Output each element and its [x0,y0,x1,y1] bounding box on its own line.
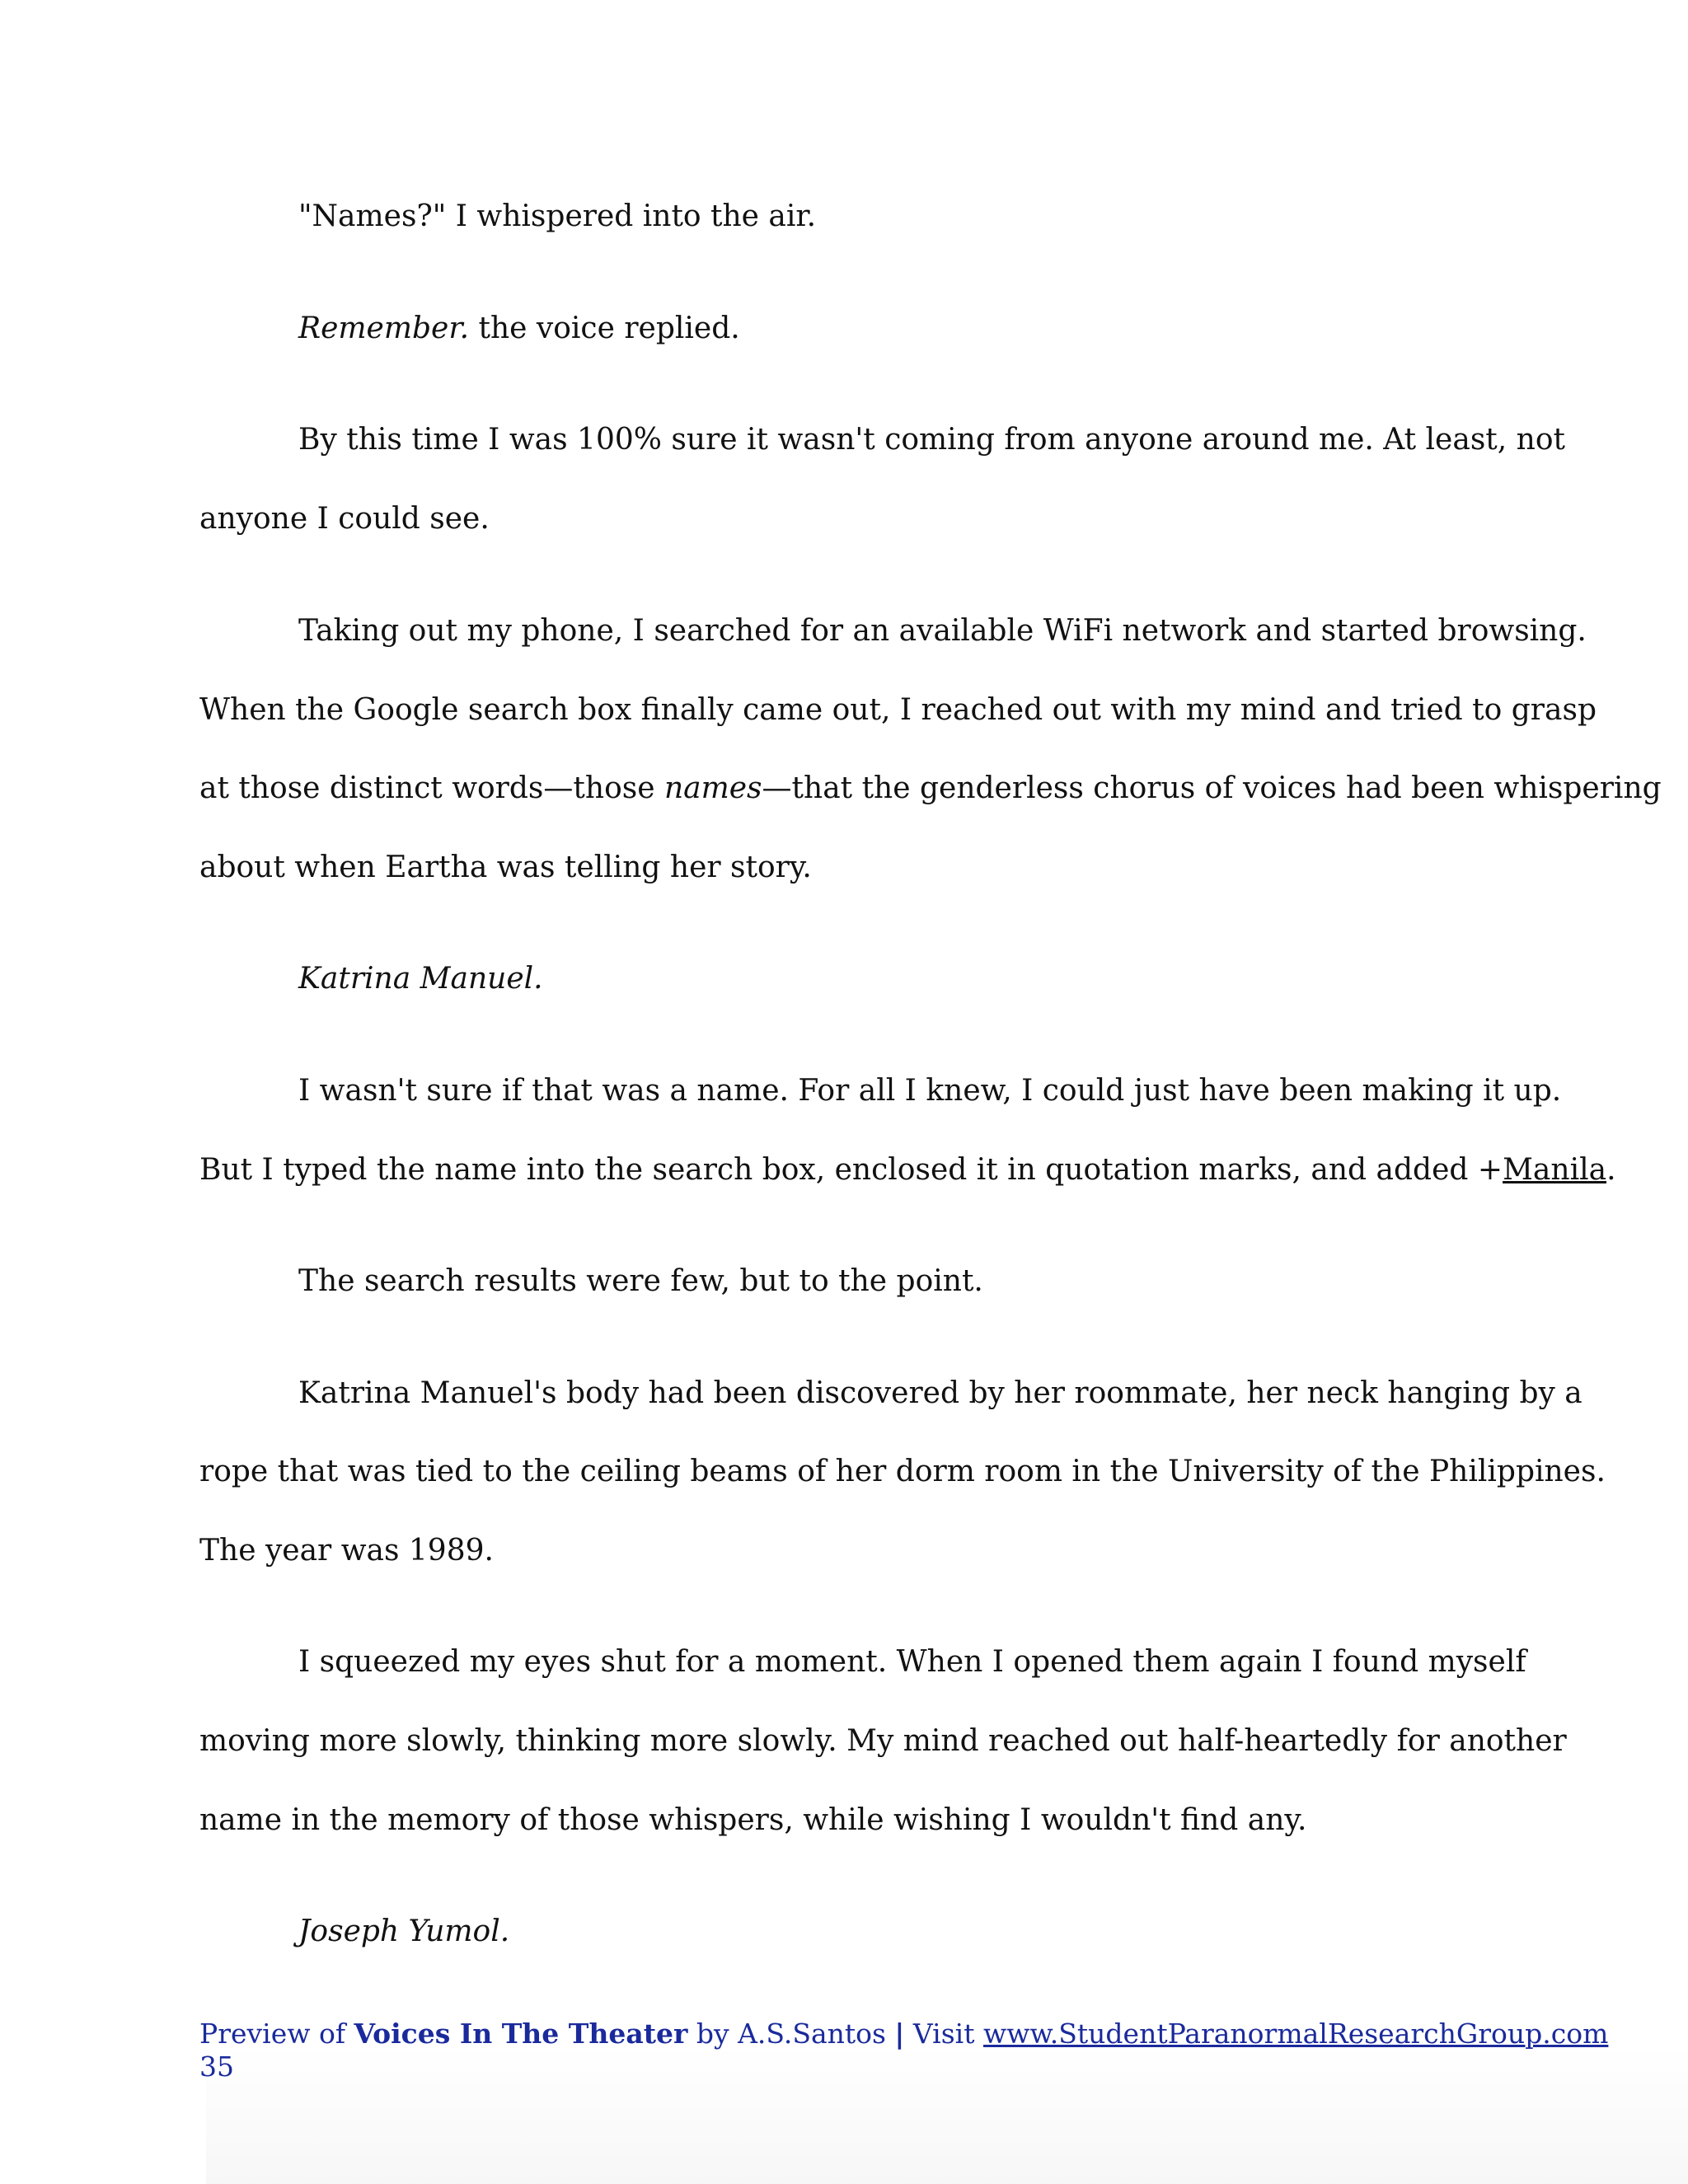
underlined-text: Manila [1503,1153,1607,1187]
italic-text: names [663,771,762,805]
paragraph-line: By this time I was 100% sure it wasn't coming from anyone around me. At least, not [298,423,1565,457]
footer-book-title: Voices In The Theater [354,2018,688,2050]
text-run: —that the genderless chorus of voices had been whispering [762,771,1662,805]
paragraph-line: "Names?" I whispered into the air. [298,199,817,233]
paragraph-line: I wasn't sure if that was a name. For all I knew, I could just have been making it up. [298,1074,1562,1108]
text-run: the voice replied. [469,312,740,345]
paragraph-line: moving more slowly, thinking more slowly. My mind reached out half-heartedly for another [199,1724,1567,1758]
paragraph-line: anyone I could see. [199,502,490,536]
page-number: 35 [199,2050,234,2083]
paragraph-line: name in the memory of those whispers, while wishing I wouldn't find any. [199,1803,1307,1837]
paragraph-line: rope that was tied to the ceiling beams of her dorm room in the University of the Philippines. [199,1455,1606,1488]
paragraph-line [199,771,1662,807]
paragraph-line: Katrina Manuel's body had been discovered by her roommate, her neck hanging by a [298,1376,1582,1410]
paragraph-line: Joseph Yumol. [298,1915,510,1948]
footer-prefix: Preview of [199,2018,354,2050]
paragraph-line: Taking out my phone, I searched for an available WiFi network and started browsing. [298,614,1587,648]
paragraph-line: about when Eartha was telling her story. [199,851,812,884]
page-bottom-shade [206,2044,1688,2184]
footer-website-link[interactable]: www.StudentParanormalResearchGroup.com [982,2018,1609,2050]
page-footer [199,2018,1608,2050]
plus-sign: + [1477,1153,1503,1187]
text-run: But I typed the name into the search box, enclosed it in quotation marks, and added [199,1153,1478,1187]
footer-author: by A.S.Santos [687,2018,895,2050]
paragraph-line [199,1152,1616,1188]
footer-separator: | [894,2018,905,2050]
paragraph-line [298,311,740,347]
paragraph-line: Katrina Manuel. [298,962,543,996]
paragraph-line: I squeezed my eyes shut for a moment. When I opened them again I found myself [298,1645,1526,1679]
italic-text: Remember. [298,312,470,345]
paragraph-line: The year was 1989. [199,1534,494,1568]
paragraph-line: The search results were few, but to the point. [298,1264,983,1298]
footer-visit: Visit [904,2018,983,2050]
text-run: at those distinct words—those [199,771,664,805]
paragraph-line: When the Google search box finally came out, I reached out with my mind and tried to grasp [199,693,1597,727]
text-run: . [1606,1153,1616,1187]
